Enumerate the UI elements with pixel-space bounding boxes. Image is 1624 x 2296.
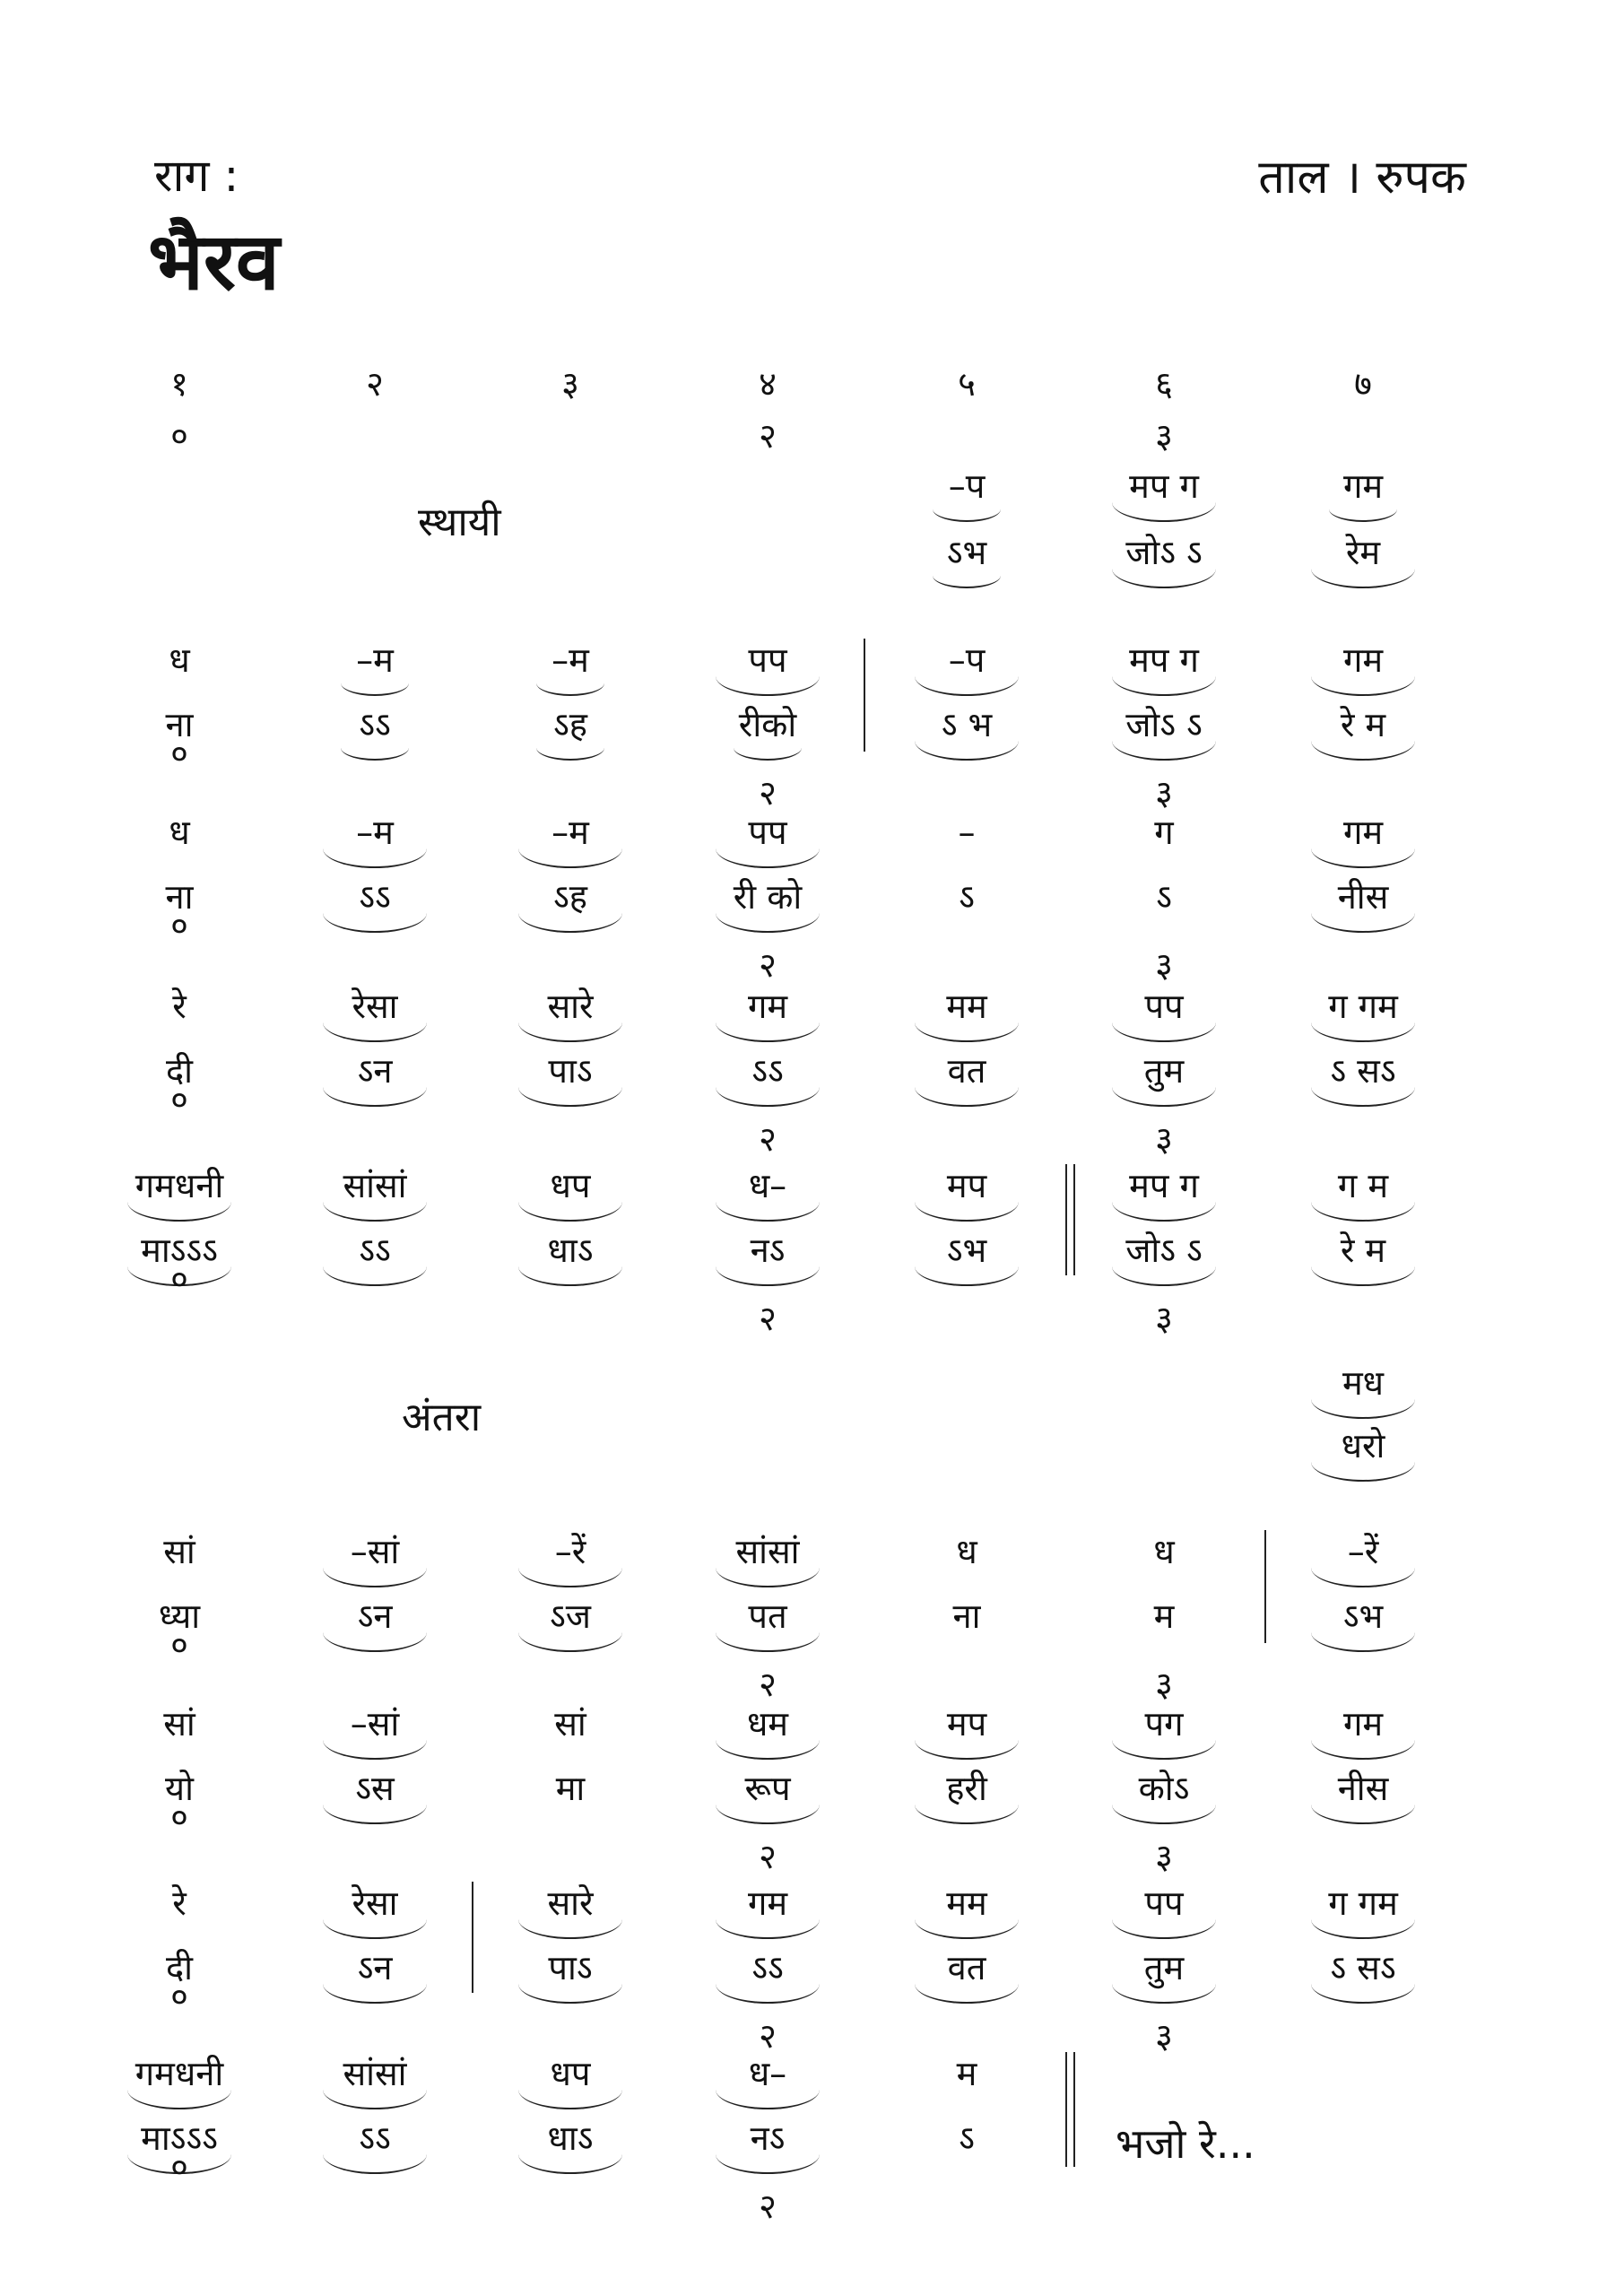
swar: –प	[895, 465, 1038, 508]
swar: गम	[1291, 811, 1435, 854]
swar: म	[956, 2054, 977, 2093]
bol: तुम	[1092, 1946, 1236, 1989]
bol: ऽभ	[1291, 1595, 1435, 1638]
meend-arc	[915, 674, 1019, 696]
swar: मम	[895, 1882, 1038, 1925]
swar: मप ग	[1092, 1164, 1236, 1207]
bol: ऽ	[959, 2118, 975, 2158]
meend-arc	[518, 1200, 622, 1222]
meend-arc	[1311, 1021, 1415, 1042]
bol: माऽऽऽ	[108, 1229, 251, 1272]
meend-arc	[518, 1021, 622, 1042]
taal-sign-row	[0, 1977, 1624, 2056]
bol: ना	[952, 1596, 981, 1636]
taal-sign: ३	[1155, 1837, 1173, 1876]
matra-number: ४	[759, 364, 777, 404]
bol: मा	[555, 1769, 586, 1808]
swar: धम	[696, 1702, 839, 1745]
swar-row	[0, 1164, 1624, 1207]
bol: ऽऽ	[303, 2117, 447, 2160]
bol: ना	[165, 705, 194, 744]
taal-sign-row	[0, 906, 1624, 985]
bol: धरो	[1291, 1424, 1435, 1467]
swar: ध	[1153, 1532, 1175, 1571]
meend-arc	[915, 1021, 1019, 1042]
bol: ऽस	[303, 1767, 447, 1810]
taal-name: ताल । रुपक	[1258, 151, 1466, 204]
raag-name: भैरव	[148, 215, 280, 308]
meend-arc	[518, 2088, 622, 2109]
bol: ऽऽ	[696, 1049, 839, 1092]
matra-number: ७	[1354, 364, 1372, 404]
swar: पप	[1092, 1882, 1236, 1925]
vibhag-bar	[472, 1882, 473, 1993]
swar: –	[958, 813, 976, 852]
swar: गम	[1291, 465, 1435, 508]
taal-sign: ३	[1155, 416, 1173, 456]
bol: दी	[165, 1051, 194, 1091]
meend-arc	[1112, 1738, 1216, 1760]
meend-arc	[1311, 1200, 1415, 1222]
meend-arc	[716, 674, 820, 696]
swar: गम	[1291, 639, 1435, 682]
taal-sign-row	[0, 1625, 1624, 1704]
swar-row	[0, 985, 1624, 1028]
meend-arc	[716, 1566, 820, 1587]
bol: नऽ	[696, 2117, 839, 2160]
swar-row	[0, 639, 1624, 682]
swar: ध	[956, 1532, 977, 1571]
swar: गमधनी	[108, 2052, 251, 2095]
meend-arc	[323, 2088, 427, 2109]
swar: सां	[554, 1704, 586, 1744]
bol: ऽऽ	[696, 1946, 839, 1989]
meend-arc	[341, 674, 409, 696]
taal-sign: ३	[1155, 773, 1173, 813]
bol: रे म	[1291, 703, 1435, 746]
bol: नऽ	[696, 1229, 839, 1272]
sthayi-title: स्थायी	[418, 500, 501, 545]
taal-sign: ०	[170, 1625, 188, 1665]
meend-arc	[323, 1021, 427, 1042]
matra-number: ३	[561, 364, 579, 404]
taal-sign: ०	[170, 1797, 188, 1837]
matra-number: २	[366, 364, 384, 404]
swar-row	[0, 1530, 1624, 1573]
bol: ऽऽ	[303, 1229, 447, 1272]
bol: पाऽ	[499, 1049, 642, 1092]
taal-sign: ०	[170, 1259, 188, 1299]
swar: ग गम	[1291, 985, 1435, 1028]
swar: सांसां	[303, 2052, 447, 2095]
swar: रे	[172, 1883, 187, 1923]
swar: पग	[1092, 1702, 1236, 1745]
bol: ऽभ	[895, 531, 1038, 574]
antara-title: अंतरा	[402, 1395, 482, 1440]
taal-sign: ०	[170, 416, 188, 456]
swar: गम	[1291, 1702, 1435, 1745]
taal-sign: २	[759, 1299, 777, 1338]
bol: जोऽ ऽ	[1092, 703, 1236, 746]
swar-row	[0, 811, 1624, 854]
taal-sign: ३	[1155, 1119, 1173, 1159]
swar: गम	[696, 1882, 839, 1925]
taal-sign: २	[759, 945, 777, 985]
bol: ऽ	[959, 877, 975, 917]
meend-arc	[1311, 674, 1415, 696]
swar: सां	[163, 1704, 195, 1744]
swar: धप	[499, 2052, 642, 2095]
bol: ना	[165, 877, 194, 917]
bol: ऽ सऽ	[1291, 1946, 1435, 1989]
swar: ध	[169, 640, 190, 680]
matra-number-row	[0, 362, 1624, 405]
swar-row	[0, 1882, 1624, 1925]
swar: पप	[1092, 985, 1236, 1028]
swar: पप	[696, 811, 839, 854]
meend-arc	[323, 847, 427, 868]
swar: –सां	[303, 1702, 447, 1745]
taal-sign: २	[759, 773, 777, 813]
meend-arc	[716, 1200, 820, 1222]
taal-sign: २	[759, 2016, 777, 2056]
bol: पाऽ	[499, 1946, 642, 1989]
bol: धाऽ	[499, 1229, 642, 1272]
bol: ध्या	[158, 1596, 201, 1636]
bol: ऽह	[499, 703, 642, 746]
bol: ऽ	[1156, 877, 1172, 917]
bol: जोऽ ऽ	[1092, 531, 1236, 574]
meend-arc	[323, 1738, 427, 1760]
matra-number: ५	[958, 364, 976, 404]
taal-sign-row	[0, 1259, 1624, 1338]
bol: हरी	[895, 1767, 1038, 1810]
swar: धप	[499, 1164, 642, 1207]
bol: ऽऽ	[303, 703, 447, 746]
meend-arc	[915, 1918, 1019, 1939]
swar-row	[0, 2052, 1624, 2095]
swar: मप ग	[1092, 639, 1236, 682]
bol: ऽ भ	[895, 703, 1038, 746]
taal-sign-row	[0, 734, 1624, 813]
bol: जोऽ ऽ	[1092, 1229, 1236, 1272]
meend-arc	[1112, 1200, 1216, 1222]
bol: वत	[895, 1946, 1038, 1989]
swar: सांसां	[303, 1164, 447, 1207]
swar: ग गम	[1291, 1882, 1435, 1925]
swar: मप	[895, 1164, 1038, 1207]
taal-sign-row	[0, 1797, 1624, 1876]
matra-number: ६	[1155, 364, 1173, 404]
taal-sign: २	[759, 416, 777, 456]
meend-arc	[1112, 1918, 1216, 1939]
taal-sign: ०	[170, 1080, 188, 1119]
bol: ऽ सऽ	[1291, 1049, 1435, 1092]
taal-sign: ३	[1155, 1665, 1173, 1704]
bol: माऽऽऽ	[108, 2117, 251, 2160]
taal-sign: ०	[170, 2147, 188, 2187]
swar: गम	[696, 985, 839, 1028]
antara-intro-bol	[0, 1424, 1624, 1467]
swar: ध–	[696, 1164, 839, 1207]
swar: रेसा	[303, 985, 447, 1028]
meend-arc	[323, 1918, 427, 1939]
taal-sign: ३	[1155, 1299, 1173, 1338]
taal-sign: ३	[1155, 945, 1173, 985]
meend-arc	[127, 1200, 231, 1222]
meend-arc	[518, 847, 622, 868]
bol: री को	[696, 875, 839, 918]
bol: नीस	[1291, 1767, 1435, 1810]
taal-sign: ०	[170, 734, 188, 773]
meend-arc	[1311, 1566, 1415, 1587]
swar: रे	[172, 987, 187, 1026]
bol: रेम	[1291, 531, 1435, 574]
swar: –म	[499, 639, 642, 682]
swar: सारे	[499, 1882, 642, 1925]
meend-arc	[1112, 674, 1216, 696]
swar: –सां	[303, 1530, 447, 1573]
swar: मप ग	[1092, 465, 1236, 508]
swar: पप	[696, 639, 839, 682]
meend-arc	[536, 674, 604, 696]
swar: मम	[895, 985, 1038, 1028]
meend-arc	[518, 1566, 622, 1587]
bol: दी	[165, 1948, 194, 1987]
swar: गमधनी	[108, 1164, 251, 1207]
sthayi-intro-swar	[0, 465, 1624, 508]
taal-sign: २	[759, 2187, 777, 2226]
meend-arc	[1311, 1738, 1415, 1760]
bol: ऽऽ	[303, 875, 447, 918]
meend-arc	[323, 1566, 427, 1587]
taal-sign: ०	[170, 906, 188, 945]
taal-sign: ०	[170, 1977, 188, 2016]
meend-arc	[915, 1738, 1019, 1760]
bol: ऽन	[303, 1595, 447, 1638]
meend-arc	[1311, 1918, 1415, 1939]
taal-sign-row	[0, 414, 1624, 457]
bol: रे म	[1291, 1229, 1435, 1272]
swar-row	[0, 1702, 1624, 1745]
meend-arc	[716, 1738, 820, 1760]
bol: कोऽ	[1092, 1767, 1236, 1810]
raag-label: राग :	[154, 150, 239, 202]
meend-arc	[716, 1021, 820, 1042]
bol: नीस	[1291, 875, 1435, 918]
vibhag-bar	[864, 639, 865, 752]
bol: ऽज	[499, 1595, 642, 1638]
bol: वत	[895, 1049, 1038, 1092]
bol: ऽन	[303, 1049, 447, 1092]
swar: रेसा	[303, 1882, 447, 1925]
meend-arc	[716, 2088, 820, 2109]
swar: –प	[895, 639, 1038, 682]
swar: –रें	[1291, 1530, 1435, 1573]
swar: मध	[1291, 1361, 1435, 1405]
taal-sign: २	[759, 1665, 777, 1704]
swar: मप	[895, 1702, 1038, 1745]
bol: रीको	[696, 703, 839, 746]
swar: सारे	[499, 985, 642, 1028]
bol: यो	[165, 1769, 194, 1808]
meend-arc	[915, 1200, 1019, 1222]
trailing-lyric: भजो रे...	[1116, 2119, 1255, 2168]
swar: –रें	[499, 1530, 642, 1573]
swar: –म	[303, 811, 447, 854]
bol: तुम	[1092, 1049, 1236, 1092]
meend-arc	[716, 1918, 820, 1939]
meend-arc	[127, 2088, 231, 2109]
swar: ध–	[696, 2052, 839, 2095]
bol: रूप	[696, 1767, 839, 1810]
bol: पत	[696, 1595, 839, 1638]
meend-arc	[1112, 1021, 1216, 1042]
bol: ऽभ	[895, 1229, 1038, 1272]
bol: म	[1153, 1596, 1175, 1636]
swar: सां	[163, 1532, 195, 1571]
matra-number: १	[170, 364, 188, 404]
antara-intro-swar	[0, 1361, 1624, 1405]
meend-arc	[518, 1918, 622, 1939]
bol: धाऽ	[499, 2117, 642, 2160]
meend-arc	[323, 1200, 427, 1222]
vibhag-bar	[1264, 1530, 1266, 1643]
taal-sign: ३	[1155, 2016, 1173, 2056]
taal-sign-row	[0, 1080, 1624, 1159]
sthayi-intro-bol	[0, 531, 1624, 574]
swar: ग	[1154, 813, 1174, 852]
bol: ऽह	[499, 875, 642, 918]
meend-arc	[716, 847, 820, 868]
taal-sign-row	[0, 2147, 1624, 2226]
bol: ऽन	[303, 1946, 447, 1989]
swar: –म	[499, 811, 642, 854]
swar: –म	[303, 639, 447, 682]
taal-sign: २	[759, 1837, 777, 1876]
swar: ग म	[1291, 1164, 1435, 1207]
taal-sign: २	[759, 1119, 777, 1159]
swar: ध	[169, 813, 190, 852]
meend-arc	[1311, 847, 1415, 868]
swar: सांसां	[696, 1530, 839, 1573]
